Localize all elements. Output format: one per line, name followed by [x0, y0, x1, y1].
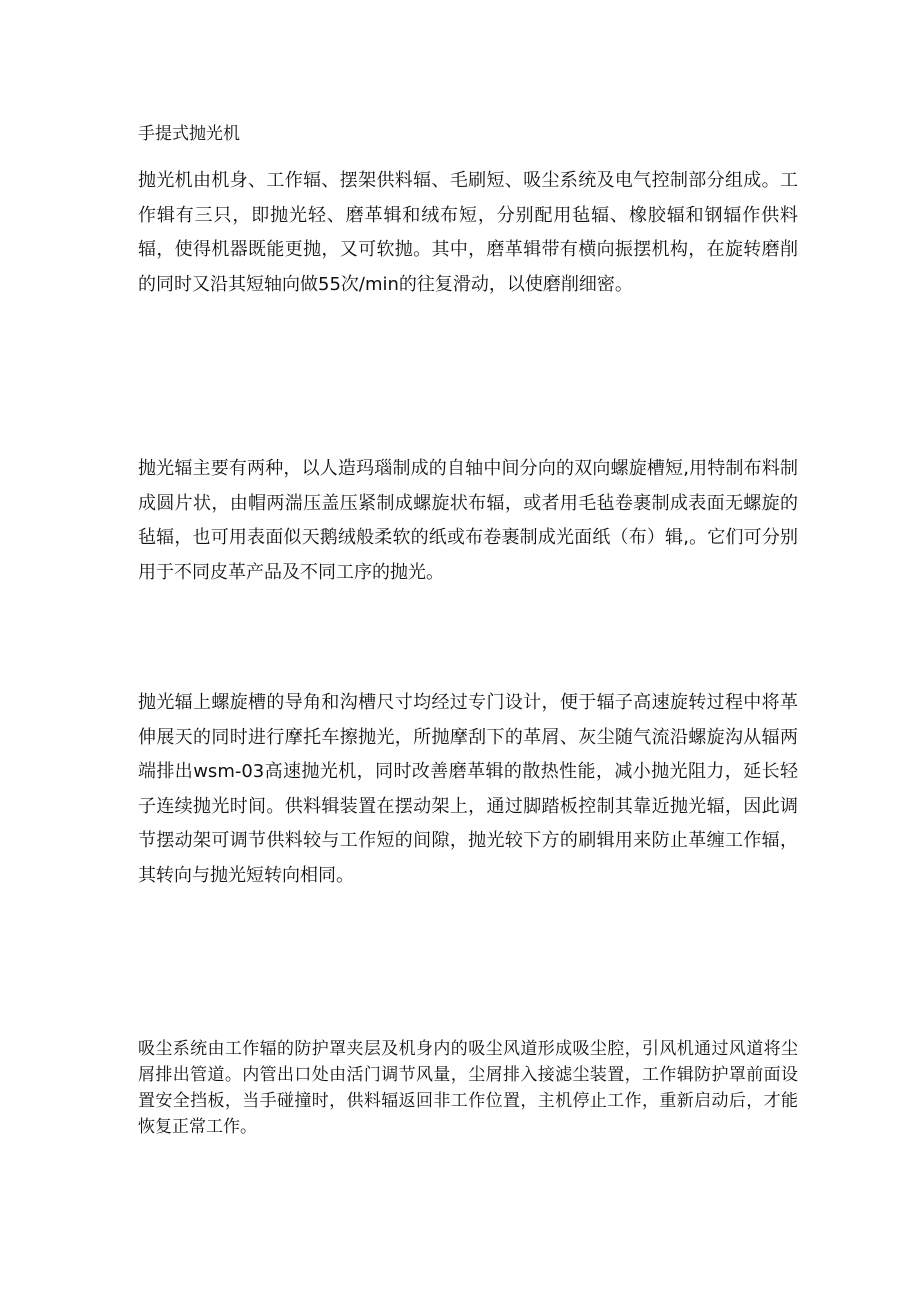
paragraph-dust-system: 吸尘系统由工作辐的防护罩夹层及机身内的吸尘风道形成吸尘腔，引风机通过风道将尘屑排出管道。内管出口处由活门调节风量，尘屑排入接滤尘装置，工作辑防护罩前面设置安全挡板，当手碰撞时，供料辐返回非工作位置，主机停止工作，重新启动后，才能恢复正常工作。 — [138, 1039, 798, 1137]
document-title: 手提式抛光机 — [138, 124, 240, 144]
paragraph-polishing-rollers: 抛光辐主要有两种，以人造玛瑙制成的自轴中间分向的双向螺旋槽短,用特制布料制成圆片状，由帽两湍压盖压紧制成螺旋状布辐，或者用毛毡卷裹制成表面无螺旋的毡辐，也可用表面似天鹅绒般柔软的纸或布卷裹制成光面纸（布）辑,。它们可分别用于不同皮革产品及不同工序的抛光。 — [138, 458, 798, 583]
paragraph-spiral-grooves: 抛光辐上螺旋槽的导角和沟槽尺寸均经过专门设计，便于辐子高速旋转过程中将革伸展天的同时进行摩托车擦抛光，所抛摩刮下的革屑、灰尘随气流沿螺旋沟从辐两端排出wsm-03高速抛光机，同时改善磨革辑的散热性能，减小抛光阻力，延长轻子连续抛光时间。供料辑装置在摆动架上，通过脚踏板控制其靠近抛光辐，因此调节摆动架可调节供料较与工作短的间隙，抛光较下方的刷辑用来防止革缠工作辐，其转向与抛光短转向相同。 — [138, 692, 798, 886]
paragraph-machine-composition: 抛光机由机身、工作辐、摆架供料辐、毛刷短、吸尘系统及电气控制部分组成。工作辑有三只，即抛光轻、磨革辑和绒布短，分别配用毡辐、橡胶辐和钢辐作供料辐，使得机器既能更抛，又可软抛。其中，磨革辑带有横向振摆机构，在旋转磨削的同时又沿其短轴向做55次∕min的往复滑动，以使磨削细密。 — [138, 170, 798, 295]
